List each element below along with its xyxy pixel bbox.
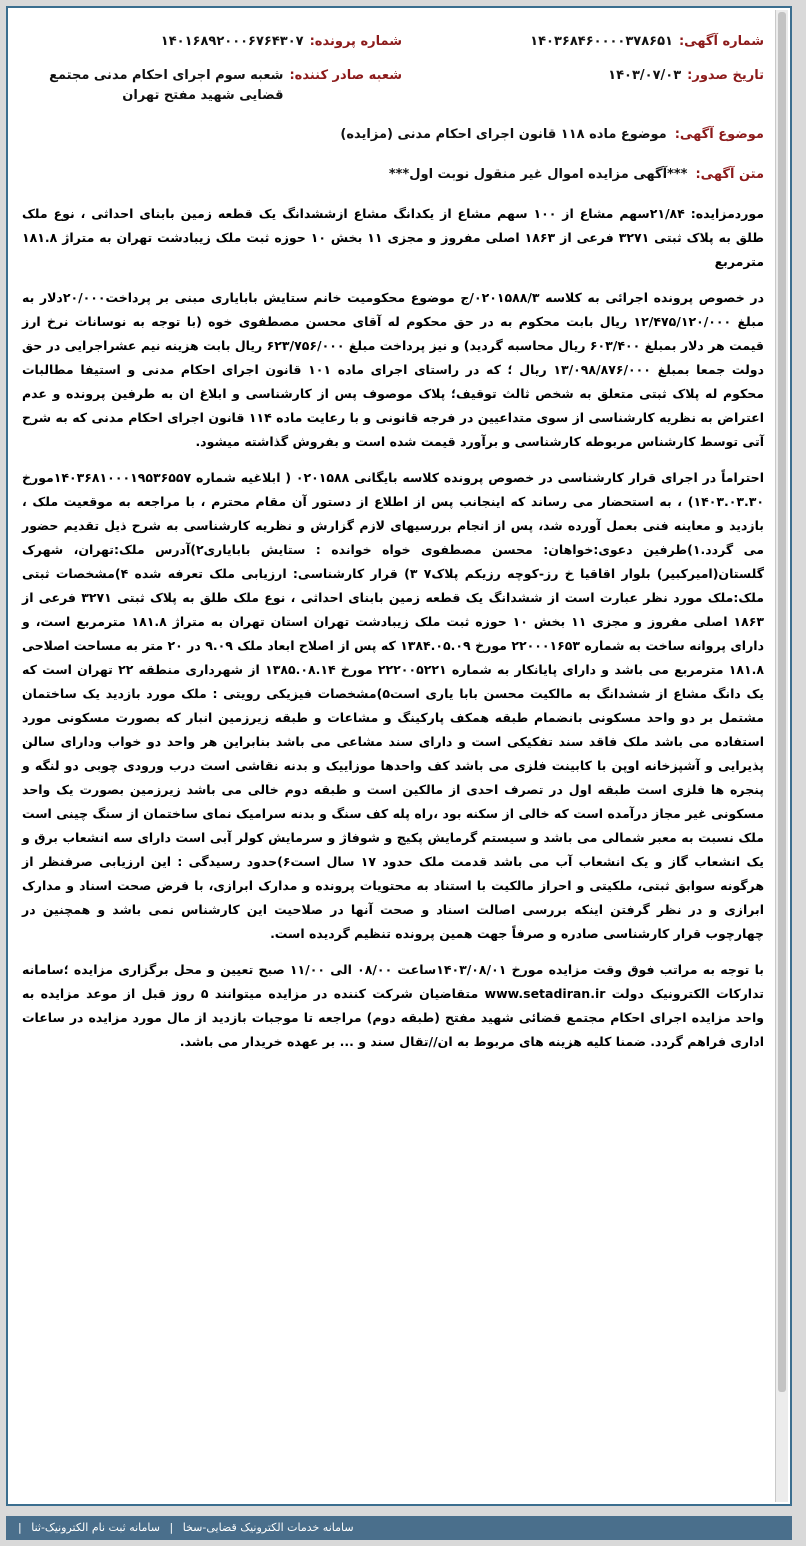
scrollbar-thumb[interactable] <box>778 12 786 1392</box>
notice-body <box>22 202 764 1054</box>
header-row-2 <box>22 66 764 106</box>
notice-frame <box>6 6 792 1506</box>
subject-row <box>22 124 764 146</box>
issue-date-value: ۱۴۰۳/۰۷/۰۳ <box>608 68 682 83</box>
notice-content <box>22 32 764 1066</box>
paragraph-auction-time: با توجه به مراتب فوق وقت مزایده مورخ ۱۴۰۳/۰۸/۰۱ساعت ۰۸/۰۰ الی ۱۱/۰۰ صبح تعیین و محل برگزاری مزایده ؛سامانه تدارکات الکترونیک دولت www.setadiran.ir متقاضیان شرکت کننده در مزایده میتوانند ۵ روز قبل از موعد مزایده به واحد مزایده اجرای احکام مجتمع قضائی شهید مفتح (طبقه دوم) مراجعه تا موجبات بازدید از مال مورد مزایده در ساعات اداری فراهم گردد. ضمنا کلیه هزینه های مربوط به ان//تقال سند و ... بر عهده خریدار می باشد. <box>22 962 764 1049</box>
ad-number-label: شماره آگهی: <box>678 34 764 49</box>
subject-value: موضوع ماده ۱۱۸ قانون اجرای احکام مدنی (مزایده) <box>340 127 667 142</box>
subject-label: موضوع آگهی: <box>674 127 764 142</box>
issuer-value: شعبه سوم اجرای احکام مدنی مجتمع قضایی شهید مفتح تهران <box>49 68 284 103</box>
paragraph-case: در خصوص پرونده اجرائی به کلاسه ۰۲۰۱۵۸۸/۳/ج موضوع محکومیت خانم ستایش بابایاری مبنی بر پرداخت۲۰/۰۰۰دلار به مبلغ ۱۲/۴۷۵/۱۲۰/۰۰۰ ریال بابت محکوم به در حق محکوم له آقای محسن مصطفوی خوه (با توجه به نوسانات نرخ ارز قیمت هر دلار بمبلغ ۶۰۳/۴۰۰ ریال محاسبه گردید) و نیز پرداخت مبلغ ۶۲۳/۷۵۶/۰۰۰ ریال بابت هزینه نیم عشراجرایی در حق دولت جمعا بمبلغ ۱۳/۰۹۸/۸۷۶/۰۰۰ ریال ؛ که در راستای اجرای ماده ۱۰۱ قانون اجرای احکام مدنی و استیفا مطالبات محکوم له پلاک ثبتی متعلق به شخص ثالث توقیف؛ پلاک موصوف پس از کارشناسی و ابلاغ ان به طرفین پرونده و عدم اعتراض به نظریه کارشناسی از سوی متداعیین در فرجه قانونی و با رعایت ماده ۱۱۴ قانون اجرای احکام مدنی که به شرح آتی توسط کارشناس مربوطه کارشناسی و برآورد قیمت شده است و بفروش گذاشته میشود. <box>22 290 764 449</box>
paragraph-auction-item: موردمزایده: ۲۱/۸۴سهم مشاع از ۱۰۰ سهم مشاع از یکدانگ مشاع ازششدانگ یک قطعه زمین بابنای احداثی ، نوع ملک طلق به پلاک ثبتی ۳۲۷۱ فرعی از ۱۸۶۳ اصلی مفروز و مجزی ۱۱ بخش ۱۰ حوزه ثبت ملک زیبادشت تهران به متراژ ۱۸۱.۸ مترمربع <box>22 206 764 269</box>
file-number-label: شماره پرونده: <box>309 34 402 49</box>
footer-link-sakha[interactable]: سامانه خدمات الکترونیک قضایی-سخا <box>182 1521 354 1534</box>
footer-separator-2: | <box>18 1521 22 1534</box>
footer-bar <box>6 1516 792 1540</box>
body-title-row <box>22 164 764 186</box>
paragraph-expert-report: احتراماً در اجرای قرار کارشناسی در خصوص پرونده کلاسه بایگانی ۰۲۰۱۵۸۸ ( ابلاغیه شماره ۱۴۰۳۶۸۱۰۰۰۱۹۵۳۶۵۵۷مورخ ۱۴۰۳.۰۳.۳۰) ، به استحضار می رساند که اینجانب پس از اطلاع از دستور آن مقام محترم ، با مراجعه به موقعیت ملک ، بازدید و معاینه فنی بعمل آورده شد، پس از انجام بررسیهای لازم گزارش و نظریه کارشناسی به شرح ذیل تقدیم حضور می گردد.۱)طرفین دعوی:خواهان: محسن مصطفوی خواه خوانده : ستایش بابایاری۲)آدرس ملک:تهران، شهرک گلستان(امیرکبیر) بلوار اقاقیا خ رز-کوچه رزیکم پلاک۷ ۳) قرار کارشناسی: ارزیابی ملک تعرفه شده ۴)مشخصات ثبتی ملک:ملک مورد نظر عبارت است از ششدانگ یک قطعه زمین بابنای احداثی ، نوع ملک طلق به پلاک ثبتی ۳۲۷۱ فرعی از ۱۸۶۳ اصلی مفروز و مجزی ۱۱ بخش ۱۰ حوزه ثبت ملک زیبادشت تهران استان تهران به متراژ ۱۸۱.۸ مترمربع است، و دارای پروانه ساخت به شماره ۲۲۰۰۰۱۶۵۳ مورخ ۱۳۸۴.۰۵.۰۹ که پس از اصلاح ابعاد ملک ۹.۰۹ در ۲۰ متر به مساحت اصلاحی ۱۸۱.۸ مترمربع می باشد و دارای پایانکار به شماره ۲۲۲۰۰۵۲۲۱ مورخ ۱۳۸۵.۰۸.۱۴ از شهرداری منطقه ۲۲ تهران است که یک دانگ مشاع از ششدانگ به مالکیت محسن بابا یاری است۵)مشخصات فیزیکی رویتی : ملک مورد بازدید یک ساختمان مشتمل بر دو واحد مسکونی بانضمام طبقه همکف پارکینگ و مشاعات و طبقه زیرزمین انبار که بصورت مسکونی مورد استفاده می باشد ملک فاقد سند تفکیکی است و دارای سند مشاعی می باشد بنابراین هر واحد دو خواب ودارای سالن پذیرایی و آشپزخانه اوپن با کابینت فلزی می باشد کف واحدها موزاییک و بدنه نقاشی است درب ورودی چوبی دو لنگه و پنجره ها فلزی است طبقه اول در تصرف احدی از مالکین است و طبقه دوم خالی می باشد زیرزمین بصورت یک واحد مسکونی غیر مجاز درآمده است که خالی از سکنه بود ،راه پله کف سنگ و بدنه سرامیک نمای ساختمان از سنگ چینی است ملک نسبت به معبر شمالی می باشد و سیستم گرمایش پکیج و شوفاژ و سرمایش کولر آبی است دارای سه انشعاب برق و یک انشعاب گاز و یک انشعاب آب می باشد قدمت ملک حدود ۱۷ سال است۶)حدود رسیدگی : این ارزیابی صرفنظر از هرگونه سوابق ثبتی، ملکیتی و احراز مالکیت با استناد به محتویات پرونده و مدارک ابرازی، با فرض صحت اسناد و مدارک ابرازی و در نظر گرفتن اینکه بررسی اصالت اسناد و صحت آنها در صلاحیت این کارشناس نمی باشد و همچنین در چهارچوب قرار کارشناسی صادره و صرفاً جهت همین پرونده تنظیم گردیده است. <box>22 470 764 941</box>
issuer-field <box>22 66 402 106</box>
issuer-label: شعبه صادر کننده: <box>289 68 402 83</box>
issue-date-field <box>434 66 764 86</box>
body-title-label: متن آگهی: <box>695 167 764 182</box>
footer-separator-1: | <box>169 1521 174 1534</box>
scrollbar[interactable] <box>775 10 788 1502</box>
issue-date-label: تاریخ صدور: <box>687 68 764 83</box>
ad-number-field <box>434 32 764 52</box>
body-title-value: ***آگهی مزایده اموال غیر منقول نوبت اول*** <box>388 167 688 182</box>
file-number-value: ۱۴۰۱۶۸۹۲۰۰۰۶۷۶۴۳۰۷ <box>160 34 304 49</box>
file-number-field <box>22 32 402 52</box>
ad-number-value: ۱۴۰۳۶۸۴۶۰۰۰۰۳۷۸۶۵۱ <box>530 34 673 49</box>
footer-link-sana[interactable]: سامانه ثبت نام الکترونیک-ثنا <box>31 1521 160 1534</box>
header-row-1 <box>22 32 764 52</box>
